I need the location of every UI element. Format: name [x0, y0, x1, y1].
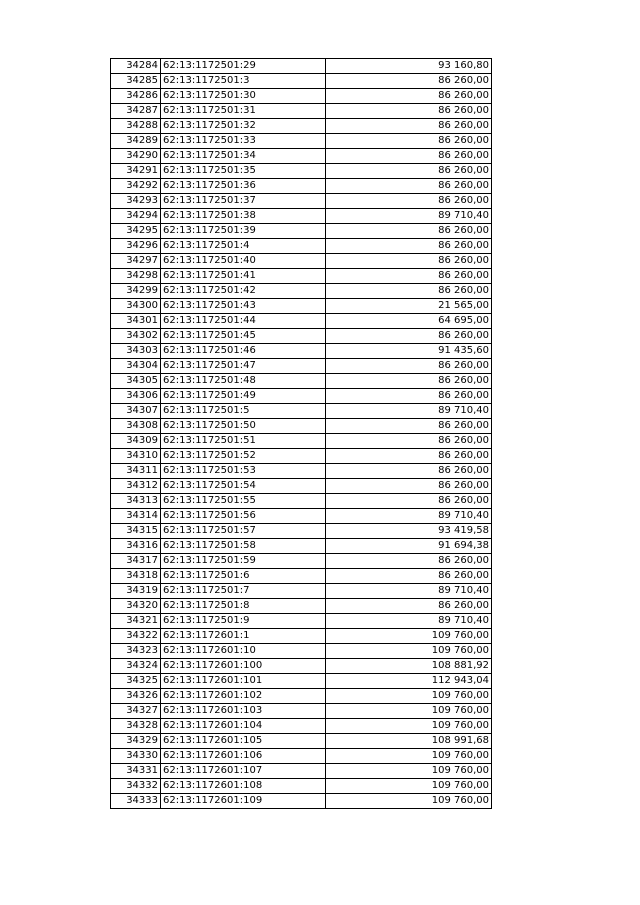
- table-row: [111, 374, 492, 389]
- table-row: [111, 689, 492, 704]
- cadastral-value: 86 260,00: [326, 89, 492, 104]
- cadastral-value: 86 260,00: [326, 374, 492, 389]
- table-row: [111, 104, 492, 119]
- row-number: 34318: [111, 569, 161, 584]
- row-number: 34309: [111, 434, 161, 449]
- cadastral-value: 86 260,00: [326, 239, 492, 254]
- cadastral-value: 89 710,40: [326, 584, 492, 599]
- row-number: 34316: [111, 539, 161, 554]
- cadastral-value: 86 260,00: [326, 284, 492, 299]
- cadastral-value-table: [110, 58, 492, 809]
- row-number: 34293: [111, 194, 161, 209]
- cadastral-value: 86 260,00: [326, 224, 492, 239]
- table-row: [111, 239, 492, 254]
- table-row: [111, 584, 492, 599]
- cadastral-number: 62:13:1172501:55: [161, 494, 326, 509]
- cadastral-value: 86 260,00: [326, 134, 492, 149]
- table-row: [111, 329, 492, 344]
- table-row: [111, 59, 492, 74]
- cadastral-number: 62:13:1172601:101: [161, 674, 326, 689]
- cadastral-number: 62:13:1172601:104: [161, 719, 326, 734]
- cadastral-number: 62:13:1172501:9: [161, 614, 326, 629]
- table-row: [111, 389, 492, 404]
- cadastral-value: 86 260,00: [326, 569, 492, 584]
- row-number: 34308: [111, 419, 161, 434]
- cadastral-number: 62:13:1172501:42: [161, 284, 326, 299]
- cadastral-number: 62:13:1172601:105: [161, 734, 326, 749]
- cadastral-number: 62:13:1172501:56: [161, 509, 326, 524]
- row-number: 34292: [111, 179, 161, 194]
- cadastral-value: 86 260,00: [326, 479, 492, 494]
- cadastral-value: 86 260,00: [326, 434, 492, 449]
- row-number: 34301: [111, 314, 161, 329]
- cadastral-value: 86 260,00: [326, 554, 492, 569]
- cadastral-value: 86 260,00: [326, 104, 492, 119]
- cadastral-value: 91 435,60: [326, 344, 492, 359]
- cadastral-value: 93 160,80: [326, 59, 492, 74]
- table-row: [111, 794, 492, 809]
- row-number: 34319: [111, 584, 161, 599]
- cadastral-number: 62:13:1172601:106: [161, 749, 326, 764]
- cadastral-number: 62:13:1172501:49: [161, 389, 326, 404]
- cadastral-number: 62:13:1172501:38: [161, 209, 326, 224]
- cadastral-number: 62:13:1172601:108: [161, 779, 326, 794]
- cadastral-number: 62:13:1172501:8: [161, 599, 326, 614]
- row-number: 34317: [111, 554, 161, 569]
- row-number: 34328: [111, 719, 161, 734]
- cadastral-value: 86 260,00: [326, 119, 492, 134]
- row-number: 34310: [111, 449, 161, 464]
- table-row: [111, 404, 492, 419]
- cadastral-number: 62:13:1172501:31: [161, 104, 326, 119]
- row-number: 34304: [111, 359, 161, 374]
- cadastral-value: 89 710,40: [326, 209, 492, 224]
- cadastral-number: 62:13:1172601:107: [161, 764, 326, 779]
- cadastral-number: 62:13:1172501:30: [161, 89, 326, 104]
- row-number: 34322: [111, 629, 161, 644]
- cadastral-value: 86 260,00: [326, 599, 492, 614]
- cadastral-number: 62:13:1172501:3: [161, 74, 326, 89]
- row-number: 34286: [111, 89, 161, 104]
- cadastral-number: 62:13:1172501:47: [161, 359, 326, 374]
- table-row: [111, 539, 492, 554]
- row-number: 34294: [111, 209, 161, 224]
- row-number: 34329: [111, 734, 161, 749]
- table-row: [111, 149, 492, 164]
- row-number: 34288: [111, 119, 161, 134]
- cadastral-number: 62:13:1172501:37: [161, 194, 326, 209]
- cadastral-number: 62:13:1172501:4: [161, 239, 326, 254]
- table-row: [111, 524, 492, 539]
- table-row: [111, 764, 492, 779]
- cadastral-value: 108 881,92: [326, 659, 492, 674]
- table-row: [111, 749, 492, 764]
- cadastral-value: 64 695,00: [326, 314, 492, 329]
- row-number: 34285: [111, 74, 161, 89]
- cadastral-number: 62:13:1172601:1: [161, 629, 326, 644]
- table-body: [111, 59, 492, 809]
- cadastral-number: 62:13:1172501:41: [161, 269, 326, 284]
- cadastral-value: 86 260,00: [326, 494, 492, 509]
- table-row: [111, 434, 492, 449]
- row-number: 34315: [111, 524, 161, 539]
- table-row: [111, 734, 492, 749]
- table-row: [111, 284, 492, 299]
- cadastral-value: 86 260,00: [326, 164, 492, 179]
- cadastral-value: 86 260,00: [326, 419, 492, 434]
- table-row: [111, 164, 492, 179]
- cadastral-number: 62:13:1172601:100: [161, 659, 326, 674]
- table-row: [111, 509, 492, 524]
- row-number: 34323: [111, 644, 161, 659]
- table-row: [111, 569, 492, 584]
- cadastral-value: 112 943,04: [326, 674, 492, 689]
- table-row: [111, 179, 492, 194]
- cadastral-number: 62:13:1172501:46: [161, 344, 326, 359]
- cadastral-value: 86 260,00: [326, 359, 492, 374]
- table-row: [111, 479, 492, 494]
- table-row: [111, 464, 492, 479]
- row-number: 34330: [111, 749, 161, 764]
- row-number: 34295: [111, 224, 161, 239]
- cadastral-value: 109 760,00: [326, 719, 492, 734]
- cadastral-value: 109 760,00: [326, 749, 492, 764]
- cadastral-value: 109 760,00: [326, 644, 492, 659]
- table-row: [111, 119, 492, 134]
- row-number: 34287: [111, 104, 161, 119]
- cadastral-value: 86 260,00: [326, 329, 492, 344]
- cadastral-number: 62:13:1172501:32: [161, 119, 326, 134]
- row-number: 34290: [111, 149, 161, 164]
- cadastral-number: 62:13:1172501:57: [161, 524, 326, 539]
- table-row: [111, 494, 492, 509]
- cadastral-value: 89 710,40: [326, 614, 492, 629]
- cadastral-number: 62:13:1172501:51: [161, 434, 326, 449]
- row-number: 34299: [111, 284, 161, 299]
- table-row: [111, 224, 492, 239]
- cadastral-value: 21 565,00: [326, 299, 492, 314]
- row-number: 34320: [111, 599, 161, 614]
- table-row: [111, 209, 492, 224]
- table-row: [111, 674, 492, 689]
- row-number: 34311: [111, 464, 161, 479]
- row-number: 34333: [111, 794, 161, 809]
- cadastral-number: 62:13:1172501:59: [161, 554, 326, 569]
- cadastral-number: 62:13:1172501:34: [161, 149, 326, 164]
- row-number: 34306: [111, 389, 161, 404]
- table-row: [111, 269, 492, 284]
- row-number: 34327: [111, 704, 161, 719]
- cadastral-value: 109 760,00: [326, 764, 492, 779]
- cadastral-number: 62:13:1172501:29: [161, 59, 326, 74]
- table-row: [111, 254, 492, 269]
- cadastral-number: 62:13:1172501:35: [161, 164, 326, 179]
- cadastral-number: 62:13:1172501:48: [161, 374, 326, 389]
- table-row: [111, 134, 492, 149]
- row-number: 34314: [111, 509, 161, 524]
- table-row: [111, 704, 492, 719]
- cadastral-number: 62:13:1172501:50: [161, 419, 326, 434]
- cadastral-value: 86 260,00: [326, 149, 492, 164]
- cadastral-number: 62:13:1172601:10: [161, 644, 326, 659]
- row-number: 34325: [111, 674, 161, 689]
- cadastral-value: 93 419,58: [326, 524, 492, 539]
- cadastral-number: 62:13:1172501:6: [161, 569, 326, 584]
- cadastral-value: 109 760,00: [326, 704, 492, 719]
- table-row: [111, 74, 492, 89]
- table-row: [111, 419, 492, 434]
- table-row: [111, 314, 492, 329]
- table-row: [111, 89, 492, 104]
- table-row: [111, 614, 492, 629]
- cadastral-number: 62:13:1172501:52: [161, 449, 326, 464]
- table-row: [111, 359, 492, 374]
- cadastral-value: 86 260,00: [326, 179, 492, 194]
- row-number: 34296: [111, 239, 161, 254]
- table-row: [111, 644, 492, 659]
- row-number: 34298: [111, 269, 161, 284]
- cadastral-number: 62:13:1172501:36: [161, 179, 326, 194]
- table-row: [111, 194, 492, 209]
- cadastral-value: 89 710,40: [326, 404, 492, 419]
- table-row: [111, 554, 492, 569]
- cadastral-value: 86 260,00: [326, 254, 492, 269]
- row-number: 34300: [111, 299, 161, 314]
- table-row: [111, 449, 492, 464]
- row-number: 34305: [111, 374, 161, 389]
- row-number: 34332: [111, 779, 161, 794]
- row-number: 34291: [111, 164, 161, 179]
- row-number: 34324: [111, 659, 161, 674]
- cadastral-number: 62:13:1172501:45: [161, 329, 326, 344]
- cadastral-number: 62:13:1172601:102: [161, 689, 326, 704]
- cadastral-number: 62:13:1172501:7: [161, 584, 326, 599]
- table-row: [111, 779, 492, 794]
- cadastral-value: 109 760,00: [326, 629, 492, 644]
- row-number: 34297: [111, 254, 161, 269]
- table-row: [111, 629, 492, 644]
- row-number: 34284: [111, 59, 161, 74]
- cadastral-number: 62:13:1172501:33: [161, 134, 326, 149]
- table-row: [111, 659, 492, 674]
- cadastral-number: 62:13:1172501:40: [161, 254, 326, 269]
- row-number: 34307: [111, 404, 161, 419]
- row-number: 34326: [111, 689, 161, 704]
- cadastral-value: 109 760,00: [326, 689, 492, 704]
- cadastral-number: 62:13:1172501:43: [161, 299, 326, 314]
- cadastral-value: 89 710,40: [326, 509, 492, 524]
- row-number: 34303: [111, 344, 161, 359]
- cadastral-number: 62:13:1172501:58: [161, 539, 326, 554]
- cadastral-number: 62:13:1172501:39: [161, 224, 326, 239]
- cadastral-value: 109 760,00: [326, 779, 492, 794]
- cadastral-value: 86 260,00: [326, 194, 492, 209]
- row-number: 34313: [111, 494, 161, 509]
- cadastral-value: 86 260,00: [326, 74, 492, 89]
- cadastral-value: 108 991,68: [326, 734, 492, 749]
- cadastral-number: 62:13:1172601:103: [161, 704, 326, 719]
- cadastral-number: 62:13:1172501:44: [161, 314, 326, 329]
- cadastral-number: 62:13:1172501:5: [161, 404, 326, 419]
- table-row: [111, 599, 492, 614]
- row-number: 34289: [111, 134, 161, 149]
- cadastral-value: 86 260,00: [326, 269, 492, 284]
- cadastral-value: 86 260,00: [326, 449, 492, 464]
- row-number: 34331: [111, 764, 161, 779]
- cadastral-value: 109 760,00: [326, 794, 492, 809]
- table-row: [111, 299, 492, 314]
- cadastral-number: 62:13:1172601:109: [161, 794, 326, 809]
- row-number: 34312: [111, 479, 161, 494]
- table-row: [111, 719, 492, 734]
- cadastral-value: 91 694,38: [326, 539, 492, 554]
- row-number: 34321: [111, 614, 161, 629]
- row-number: 34302: [111, 329, 161, 344]
- cadastral-number: 62:13:1172501:54: [161, 479, 326, 494]
- table-row: [111, 344, 492, 359]
- cadastral-value: 86 260,00: [326, 464, 492, 479]
- cadastral-number: 62:13:1172501:53: [161, 464, 326, 479]
- cadastral-value: 86 260,00: [326, 389, 492, 404]
